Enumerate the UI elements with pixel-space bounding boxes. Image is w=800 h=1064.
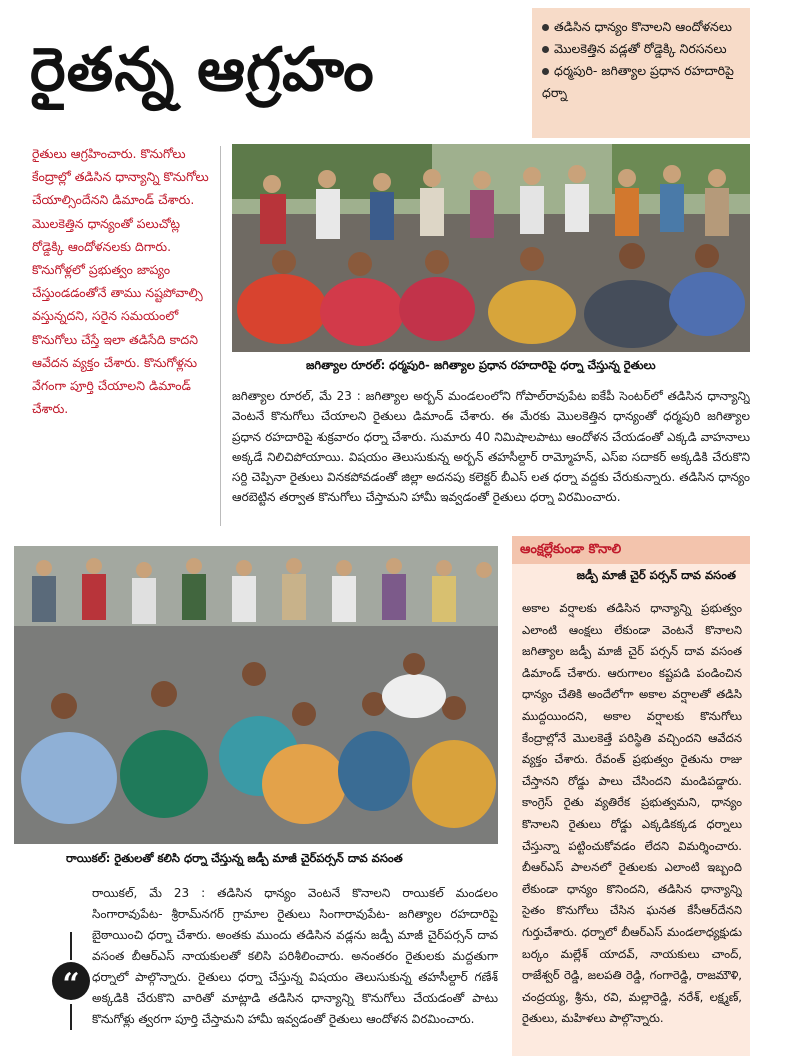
- pull-quote-rule-top: [70, 932, 72, 960]
- bullet-dot-icon: [542, 24, 549, 31]
- pull-quote-rule-bottom: [70, 1004, 72, 1030]
- story-jagtial-body: జగిత్యాల రూరల్, మే 23 : జగిత్యాల అర్బన్ మండలంలోని గోపాల్‌రావుపేట ఐకేపీ సెంటర్‌లో తడిసిన ధాన్యాన్ని వెంటనే కొనుగోలు చేయాలని రైతులు డిమాండ్ చేశారు. ఈ మేరకు మొలకెత్తిన ధాన్యంతో ధర్మపురి జగిత్యాల ప్రధాన రహదారిపై శుక్రవారం ధర్నా చేశారు. సుమారు 40 నిమిషాలపాటు ఆందోళన చేయడంతో ఎక్కడి వాహనాలు అక్కడే నిలిచిపోయాయి. విషయం తెలుసుకున్న అర్బన్ తహసీల్దార్ రామ్మోహన్, ఎస్ఐ సదాకర్ అక్కడికి చేరుకొని సర్ది చెప్పినా రైతులు వినకపోవడంతో జిల్లా అదనపు కలెక్టర్ బీఎస్ లత ధర్నా వద్దకు చేరుకున్నారు. తడిసిన ధాన్యం ఆరబెట్టిన తర్వాత కొనుగోలు చేస్తామని హామీ ఇవ్వడంతో రైతులు ధర్నా విరమించారు.: [232, 389, 750, 505]
- bullet-dot-icon: [542, 68, 549, 75]
- photo-caption-1: జగిత్యాల రూరల్: ధర్మపురి- జగిత్యాల ప్రధాన రహదారిపై ధర్నా చేస్తున్న రైతులు: [306, 358, 656, 372]
- deck-bullet-3: ధర్మపురి- జగిత్యాల ప్రధాన రహదారిపై ధర్నా: [542, 63, 734, 100]
- headline: రైతన్న ఆగ్రహం: [30, 35, 375, 105]
- intro-column: రైతులు ఆగ్రహించారు. కొనుగోలు కేంద్రాల్లో తడిసిన ధాన్యాన్ని కొనుగోలు చేయాల్సిందేనని డిమాండ్ చేశారు. మొలకెత్తిన ధాన్యంతో పలుచోట్ల రోడ్డెక్కి ఆందోళనలకు దిగారు. కొనుగోళ్లలో ప్రభుత్వం జాప్యం చేస్తుండడంతోనే తాము నష్టపోవాల్సి వస్తున్నదని, సరైన సమయంలో కొనుగోలు చేస్తే ఇలా తడిసేది కాదని ఆవేదన వ్యక్తం చేశారు. కొనుగోళ్లను వేగంగా పూర్తి చేయాలని డిమాండ్ చేశారు.: [32, 146, 209, 417]
- protest-photo-jagtial: [232, 144, 750, 352]
- protest-photo-raikal: [14, 546, 498, 844]
- bullet-dot-icon: [542, 46, 549, 53]
- column-divider: [220, 146, 221, 526]
- story-raikal-body: రాయికల్, మే 23 : తడిసిన ధాన్యం వెంటనే కొనాలని రాయికల్ మండలం సింగారావుపేట- శ్రీరామ్‌నగర్ గ్రామాల రైతులు సింగారావుపేట- జగిత్యాల రహదారిపై బైఠాయించి ధర్నా చేశారు. అంతకు ముందు తడిసిన వడ్లను జడ్పీ మాజీ చైర్‌పర్సన్ దావ వసంత బీఆర్ఎస్ నాయకులతో కలిసి పరిశీలించారు. అనంతరం రైతులకు మద్దతుగా ధర్నాలో పాల్గొన్నారు. రైతులు ధర్నా చేస్తున్న విషయం తెలుసుకున్న తహసీల్దార్ గణేశ్ అక్కడికి చేరుకొని వారితో మాట్లాడి తడిసిన ధాన్యాన్ని కొనుగోలు చేయడంతో పాటు కొనుగోళ్లు త్వరగా పూర్తి చేస్తామని హామీ ఇవ్వడంతో రైతులు ఆందోళన విరమించారు.: [92, 886, 498, 1026]
- sidebar-box: [512, 536, 750, 1056]
- deck-summary-box: [532, 8, 750, 138]
- deck-bullet-2: మొలకెత్తిన వడ్లతో రోడ్డెక్కి నిరసనలు: [542, 38, 740, 60]
- deck-bullet-1: తడిసిన ధాన్యం కొనాలని ఆందోళనలు: [542, 16, 740, 38]
- sidebar-byline: జడ్పీ మాజీ చైర్ పర్సన్ దావ వసంత: [576, 568, 736, 582]
- sidebar-body: అకాల వర్షాలకు తడిసిన ధాన్యాన్ని ప్రభుత్వం ఎలాంటి ఆంక్షలు లేకుండా వెంటనే కొనాలని జగిత్యాల జడ్పీ మాజీ చైర్ పర్సన్ దావ వసంత డిమాండ్ చేశారు. ఆరుగాలం కష్టపడి పండించిన ధాన్యం చేతికి అందేలోగా అకాల వర్షాలతో తడిసి ముద్దయిందని, అకాల వర్షాలకు కొనుగోలు కేంద్రాల్లోనే మొలకెత్తే పరిస్థితి వచ్చిందని ఆవేదన వ్యక్తం చేశారు. రేవంత్ ప్రభుత్వం రైతును రాజు చేస్తానని రోడ్డు పాలు చేసిందని మండిపడ్డారు. కాంగ్రెస్ రైతు వ్యతిరేక ప్రభుత్వమని, ధాన్యం కొనాలని రైతులు రోడ్డు ఎక్కడికక్కడ ధర్నాలు చేస్తున్నా పట్టించుకోవడం లేదని విమర్శించారు. బీఆర్ఎస్ పాలనలో రైతులకు ఎలాంటి ఇబ్బంది లేకుండా ధాన్యం కొనిందని, తడిసిన ధాన్యాన్ని సైతం కొనుగోలు చేసిన ఘనత కేసీఆర్‌దేనని గుర్తుచేశారు. ధర్నాలో బీఆర్ఎస్ మండలాధ్యక్షుడు బర్కం మల్లేశ్ యాదవ్, నాయకులు చాంద్, రాజేశ్వర్ రెడ్డి, జలపతి రెడ్డి, గంగారెడ్డి, రాజమౌళి, చంద్రయ్య, శ్రీను, రవి, మల్లారెడ్డి, నరేశ్, లక్ష్మణ్, రైతులు, మహిళలు పాల్గొన్నారు.: [522, 601, 742, 1026]
- quote-mark-icon: “: [52, 962, 90, 1000]
- sidebar-heading: ఆంక్షల్లేకుండా కొనాలి: [512, 536, 750, 564]
- photo-caption-2: రాయికల్: రైతులతో కలిసి ధర్నా చేస్తున్న జడ్పీ మాజీ చైర్‌పర్సన్ దావ వసంత: [66, 851, 403, 865]
